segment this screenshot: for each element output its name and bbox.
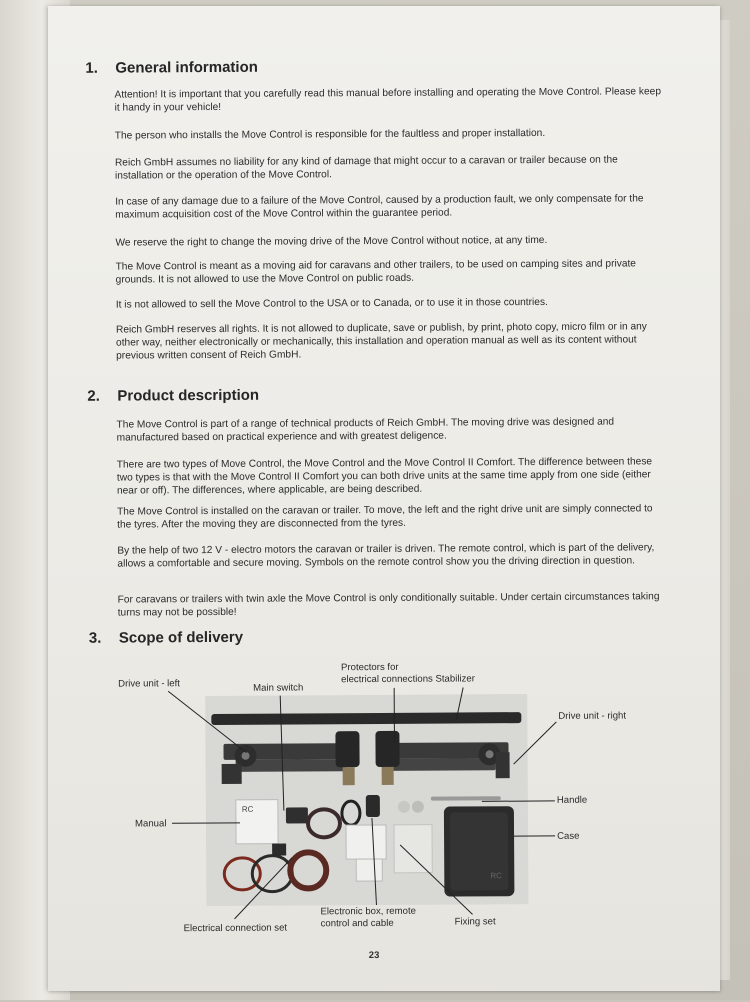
leader-drive-unit-left <box>168 691 246 753</box>
section-title: General information <box>115 59 258 77</box>
section-number: 1. <box>85 60 98 77</box>
paragraph: Reich GmbH assumes no liability for any kind of damage that might occur to a caravan or trailer because on the installation or the operation of the Move Control. <box>115 154 663 183</box>
label-drive-unit-right: Drive unit - right <box>558 710 626 722</box>
section-title: Product description <box>117 387 259 405</box>
paragraph: The Move Control is part of a range of technical products of Reich GmbH. The moving drive was designed and manufactured based on practical experience and with greatest deligence. <box>117 416 665 445</box>
label-protectors-line2: electrical connections Stabilizer <box>341 673 475 685</box>
paragraph: The Move Control is meant as a moving aid for caravans and other trailers, to be used on camping sites and private grounds. It is not allowed to use the Move Control on public roads. <box>116 258 664 287</box>
leader-fixing-set <box>400 844 472 914</box>
label-case: Case <box>557 831 579 843</box>
label-handle: Handle <box>557 795 587 807</box>
paragraph: It is not allowed to sell the Move Control to the USA or to Canada, or to use it in those countries. <box>116 296 664 312</box>
label-main-switch: Main switch <box>253 682 303 694</box>
leader-electrical-connection <box>234 858 292 919</box>
manual-logo: RC <box>242 804 254 816</box>
leader-drive-unit-right <box>513 722 556 764</box>
leader-stabilizer <box>456 687 463 719</box>
paragraph: There are two types of Move Control, the Move Control and the Move Control II Comfort. The difference between these two types is that with the Move Control II Comfort you can both drive units at the same time apply from one side (either near or off). The differences, where applicable, are being described. <box>117 456 665 498</box>
paragraph: We reserve the right to change the moving drive of the Move Control without notice, at any time. <box>115 234 663 250</box>
label-electrical-connection-set: Electrical connection set <box>184 923 288 935</box>
label-manual: Manual <box>135 818 167 830</box>
paragraph: In case of any damage due to a failure of the Move Control, caused by a production fault, we only compensate for the maximum acquisition cost of the Move Control within the guarantee period. <box>115 193 663 222</box>
paragraph: The person who installs the Move Control is responsible for the faultless and proper installation. <box>115 127 663 143</box>
leader-electronic-box <box>372 818 377 905</box>
paragraph: For caravans or trailers with twin axle the Move Control is only conditionally suitable. Under certain circumstances taking turns may not be possible! <box>118 591 666 620</box>
section-number: 2. <box>87 388 100 405</box>
label-electronic-box-line2: control and cable <box>321 918 394 930</box>
paragraph: Reich GmbH reserves all rights. It is not allowed to duplicate, save or publish, by print, photo copy, micro film or in any other way, neither electronically or mechanically, this installation and operation manual as well as its content without previous written consent of Reich GmbH. <box>116 321 664 363</box>
section-title: Scope of delivery <box>119 629 243 647</box>
paragraph: Attention! It is important that you carefully read this manual before installing and operating the Move Control. Please keep it handy in your vehicle! <box>114 86 662 115</box>
leader-main-switch <box>280 696 284 811</box>
page-number: 23 <box>369 950 380 961</box>
case-logo: RC <box>490 870 502 882</box>
label-electronic-box-line1: Electronic box, remote <box>320 906 416 918</box>
paragraph: The Move Control is installed on the caravan or trailer. To move, the left and the right drive unit are simply connected to the tyres. After the moving they are disconnected from the tyres. <box>117 503 665 532</box>
label-protectors-line1: Protectors for <box>341 662 399 674</box>
paragraph: By the help of two 12 V - electro motors the caravan or trailer is driven. The remote control, which is part of the delivery, allows a comfortable and secure moving. Symbols on the remote control show you the driving direction in question. <box>117 542 665 571</box>
label-fixing-set: Fixing set <box>455 916 496 928</box>
label-drive-unit-left: Drive unit - left <box>118 678 180 690</box>
section-number: 3. <box>89 630 102 647</box>
